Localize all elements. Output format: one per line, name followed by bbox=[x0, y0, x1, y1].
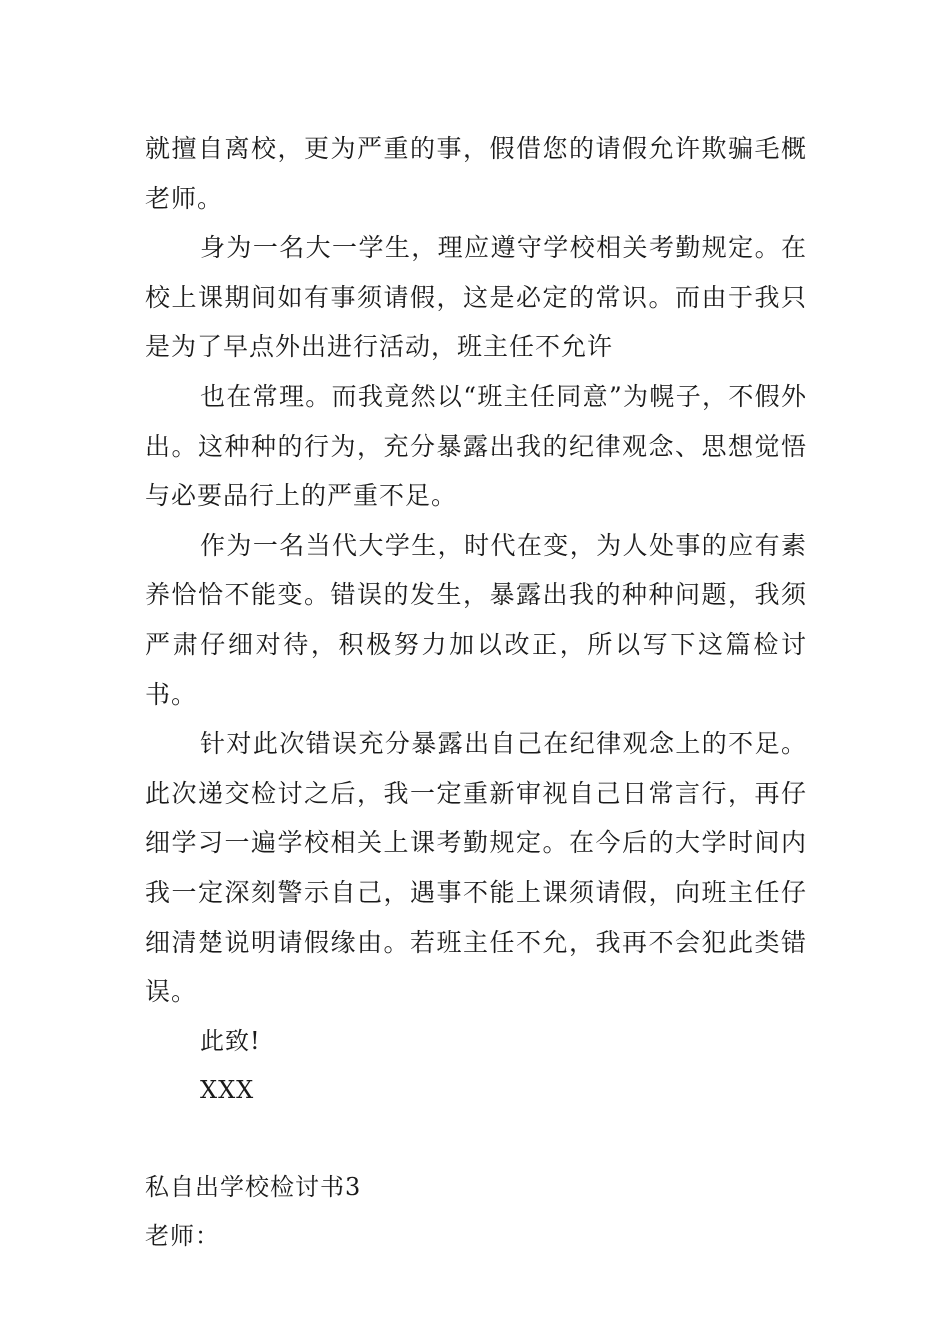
paragraph-2: 身为一名大一学生，理应遵守学校相关考勤规定。在校上课期间如有事须请假，这是必定的常识。而由于我只是为了早点外出进行活动，班主任不允许 bbox=[145, 233, 807, 362]
document-page bbox=[145, 124, 807, 1262]
paragraph-4: 作为一名当代大学生，时代在变，为人处事的应有素养恰恰不能变。错误的发生，暴露出我的种种问题，我须严肃仔细对待，积极努力加以改正，所以写下这篇检讨书。 bbox=[145, 530, 807, 709]
closing-line: 此致! bbox=[200, 1026, 261, 1055]
signature: XXX bbox=[200, 1076, 255, 1105]
salutation: 老师： bbox=[145, 1222, 220, 1251]
section-gap bbox=[145, 1116, 807, 1163]
section-title: 私自出学校检讨书3 bbox=[145, 1172, 362, 1201]
paragraph-3: 也在常理。而我竟然以“班主任同意”为幌子，不假外出。这种种的行为，充分暴露出我的纪律观念、思想觉悟与必要品行上的严重不足。 bbox=[145, 381, 807, 511]
paragraph-5: 针对此次错误充分暴露出自己在纪律观念上的不足。此次递交检讨之后，我一定重新审视自己日常言行，再仔细学习一遍学校相关上课考勤规定。在今后的大学时间内我一定深刻警示自己，遇事不能上课须请假，向班主任仔细清楚说明请假缘由。若班主任不允，我再不会犯此类错误。 bbox=[145, 729, 807, 1007]
paragraph-1: 就擅自离校，更为严重的事，假借您的请假允许欺骗毛概老师。 bbox=[145, 134, 807, 213]
